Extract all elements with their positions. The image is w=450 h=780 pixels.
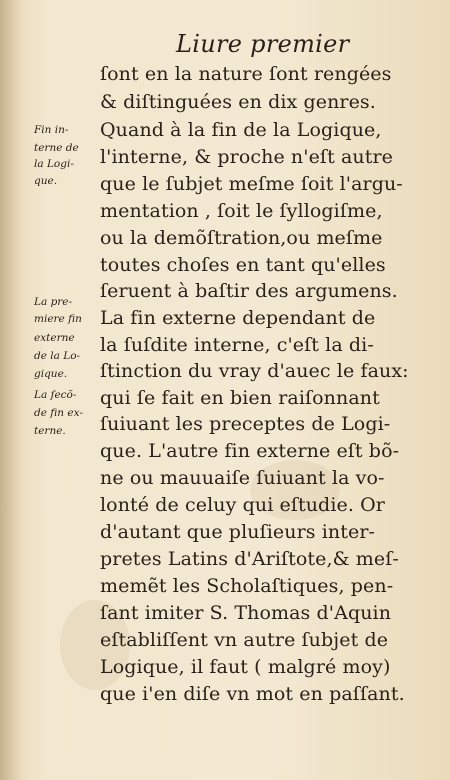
- margin-note: Fin in-: [34, 124, 69, 136]
- text-line: que. L'autre fin externe eſt bõ-: [100, 440, 400, 462]
- text-line: ou la demõſtration,ou meſme: [100, 227, 383, 249]
- text-line: qui ſe fait en bien raiſonnant: [100, 387, 380, 409]
- margin-note: de fin ex-: [34, 407, 83, 419]
- text-line: toutes choſes en tant qu'elles: [100, 254, 386, 276]
- margin-note: gique.: [34, 368, 68, 380]
- text-line: Quand à la fin de la Logique,: [100, 119, 382, 141]
- margin-note: terne.: [34, 425, 66, 437]
- running-title: Liure premier: [176, 30, 350, 58]
- text-line: Logique, il faut ( malgré moy): [100, 656, 391, 678]
- text-line: & diſtinguées en dix genres.: [100, 91, 376, 113]
- margin-note: de la Lo-: [34, 350, 81, 362]
- text-line: memẽt les Scholaſtiques, pen-: [100, 575, 394, 597]
- text-line: ſuiuant les preceptes de Logi-: [100, 413, 391, 435]
- text-line: lonté de celuy qui eſtudie. Or: [100, 494, 385, 516]
- text-line: l'interne, & proche n'eſt autre: [100, 146, 393, 168]
- margin-note: miere fin: [34, 313, 82, 325]
- margin-note: que.: [34, 175, 58, 187]
- margin-note: La pre-: [34, 296, 73, 308]
- margin-note: La ſecõ-: [34, 389, 77, 401]
- text-line: d'autant que pluſieurs inter-: [100, 521, 376, 543]
- margin-note: externe: [34, 332, 75, 344]
- text-line: pretes Latins d'Ariſtote,& meſ-: [100, 548, 399, 570]
- gutter-shadow: [0, 0, 22, 780]
- text-line: ne ou mauuaiſe ſuiuant la vo-: [100, 467, 385, 489]
- text-line: La fin externe dependant de: [100, 307, 376, 329]
- text-line: la ſuſdite interne, c'eſt la di-: [100, 334, 374, 356]
- text-line: ſeruent à baſtir des argumens.: [100, 280, 398, 302]
- margin-note: terne de: [34, 142, 79, 154]
- text-line: ſtinction du vray d'auec le faux:: [100, 360, 409, 382]
- text-line: que i'en diſe vn mot en paſſant.: [100, 683, 405, 705]
- text-line: ſant imiter S. Thomas d'Aquin: [100, 602, 392, 624]
- margin-note: la Logi-: [34, 158, 74, 170]
- text-line: que le ſubjet meſme ſoit l'argu-: [100, 173, 403, 195]
- text-line: ſont en la nature ſont rengées: [100, 63, 392, 85]
- text-line: mentation , ſoit le ſyllogiſme,: [100, 200, 383, 222]
- text-line: eſtabliſſent vn autre ſubjet de: [100, 629, 389, 651]
